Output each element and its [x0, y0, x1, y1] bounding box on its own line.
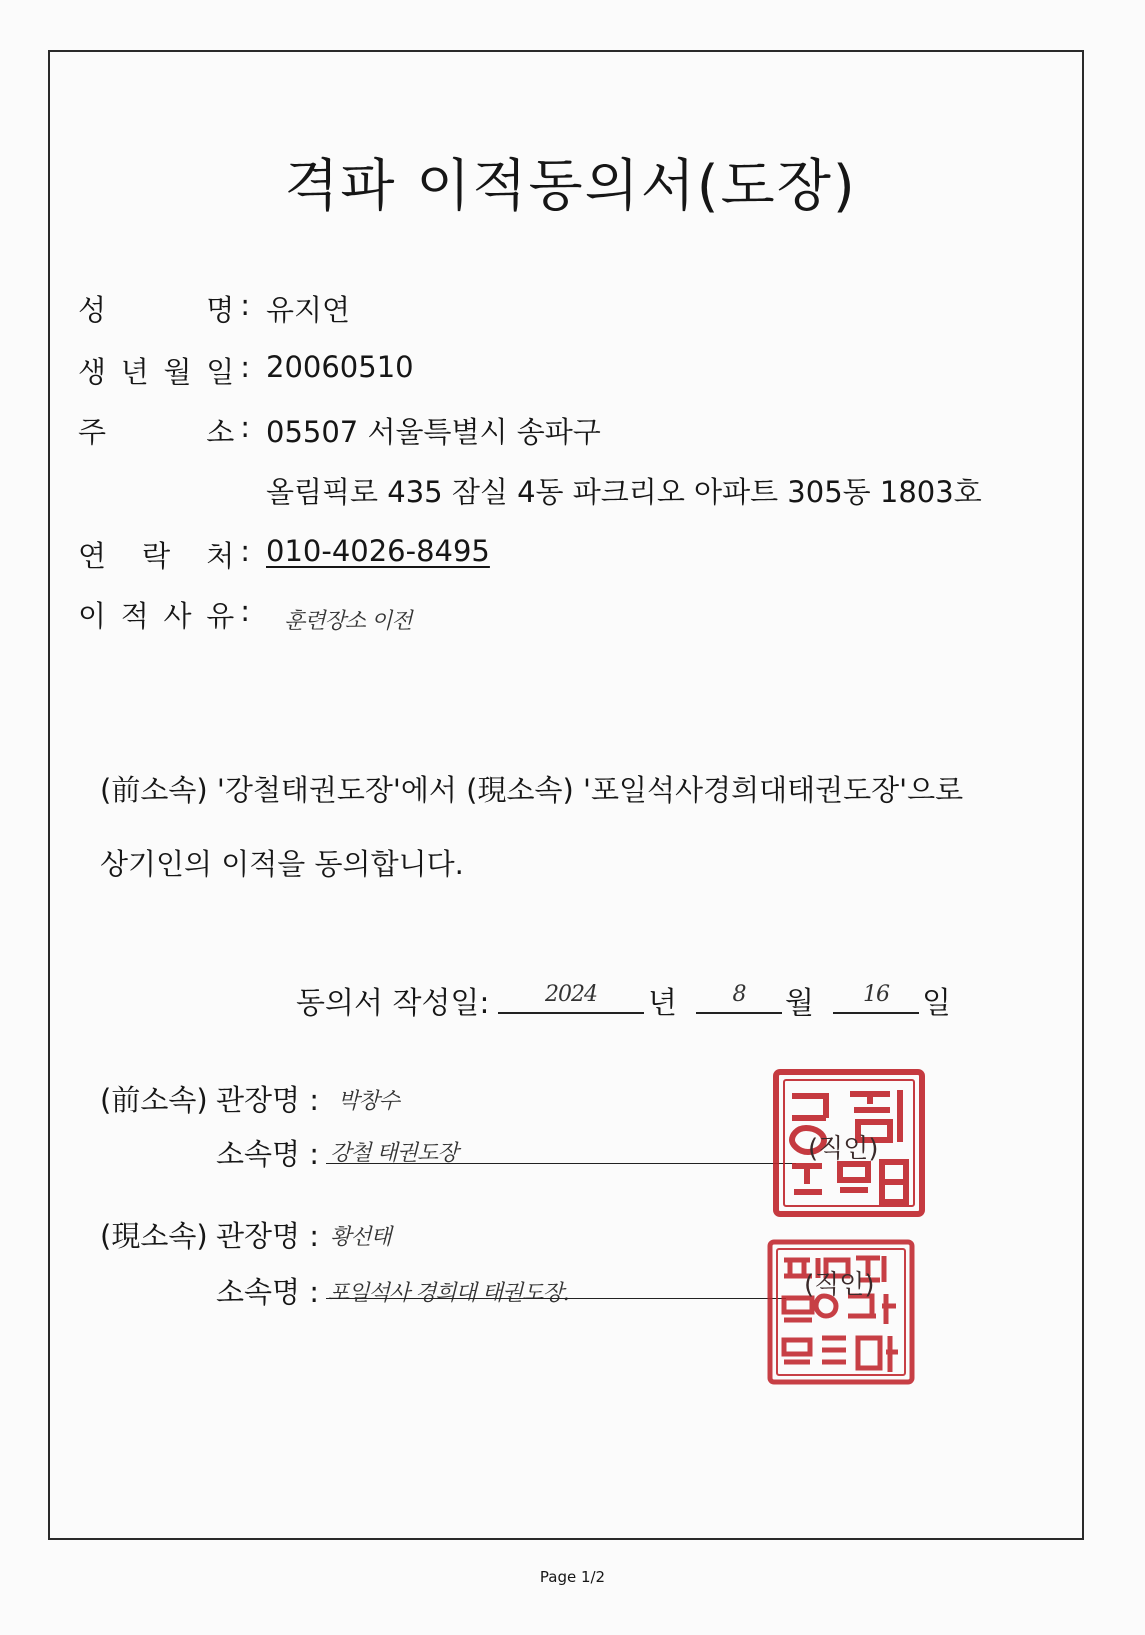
- name-value: 유지연: [266, 293, 351, 327]
- birthdate-value: 20060510: [266, 350, 414, 384]
- current-head-signature: 황선태: [330, 1225, 391, 1250]
- date-month-unit: 월: [785, 986, 814, 1021]
- date-label: 동의서 작성일:: [296, 986, 490, 1021]
- contact-value: 010-4026-8495: [266, 534, 490, 568]
- current-org-label: 소속명 :: [216, 1275, 320, 1309]
- address-label: 주 소 :: [78, 410, 250, 449]
- date-year-value: 2024: [498, 978, 644, 1014]
- page-number: Page 1/2: [539, 1568, 606, 1586]
- previous-head-signature: 박창수: [338, 1089, 399, 1114]
- previous-head-label: 관장명 :: [216, 1083, 320, 1117]
- date-year-unit: 년: [648, 986, 677, 1021]
- previous-org-label: 소속명 :: [216, 1137, 320, 1171]
- transfer-reason-label: 이 적 사 유 :: [78, 594, 250, 633]
- statement-line2: 상기인의 이적을 동의합니다.: [100, 847, 464, 881]
- transfer-reason-value: 훈련장소 이전: [284, 609, 412, 634]
- contact-label: 연 락 처 :: [78, 534, 250, 573]
- name-label: 성 명 :: [78, 288, 250, 327]
- current-seal-label: (직인): [804, 1270, 875, 1300]
- date-day-unit: 일: [922, 986, 951, 1021]
- address-line2: 올림픽로 435 잠실 4동 파크리오 아파트 305동 1803호: [266, 475, 982, 509]
- date-month-value: 8: [696, 978, 782, 1014]
- previous-group-label: (前소속): [100, 1083, 208, 1117]
- previous-org-line: [326, 1163, 796, 1164]
- birthdate-label: 생 년 월 일 :: [78, 350, 250, 389]
- date-day-value: 16: [833, 978, 919, 1014]
- address-line1: 05507 서울특별시 송파구: [266, 415, 601, 449]
- current-group-label: (現소속): [100, 1219, 208, 1253]
- current-seal-stamp: [764, 1236, 918, 1388]
- previous-seal-label: (직인): [808, 1134, 879, 1164]
- current-org-value: 포일석사 경희대 태권도장.: [328, 1281, 569, 1306]
- statement-line1: (前소속) '강철태권도장'에서 (現소속) '포일석사경희대태권도장'으로: [100, 773, 964, 807]
- previous-org-value: 강철 태권도장: [330, 1141, 458, 1166]
- current-head-label: 관장명 :: [216, 1219, 320, 1253]
- current-org-line: [326, 1298, 786, 1299]
- document-title: 격파 이적동의서(도장): [284, 154, 857, 219]
